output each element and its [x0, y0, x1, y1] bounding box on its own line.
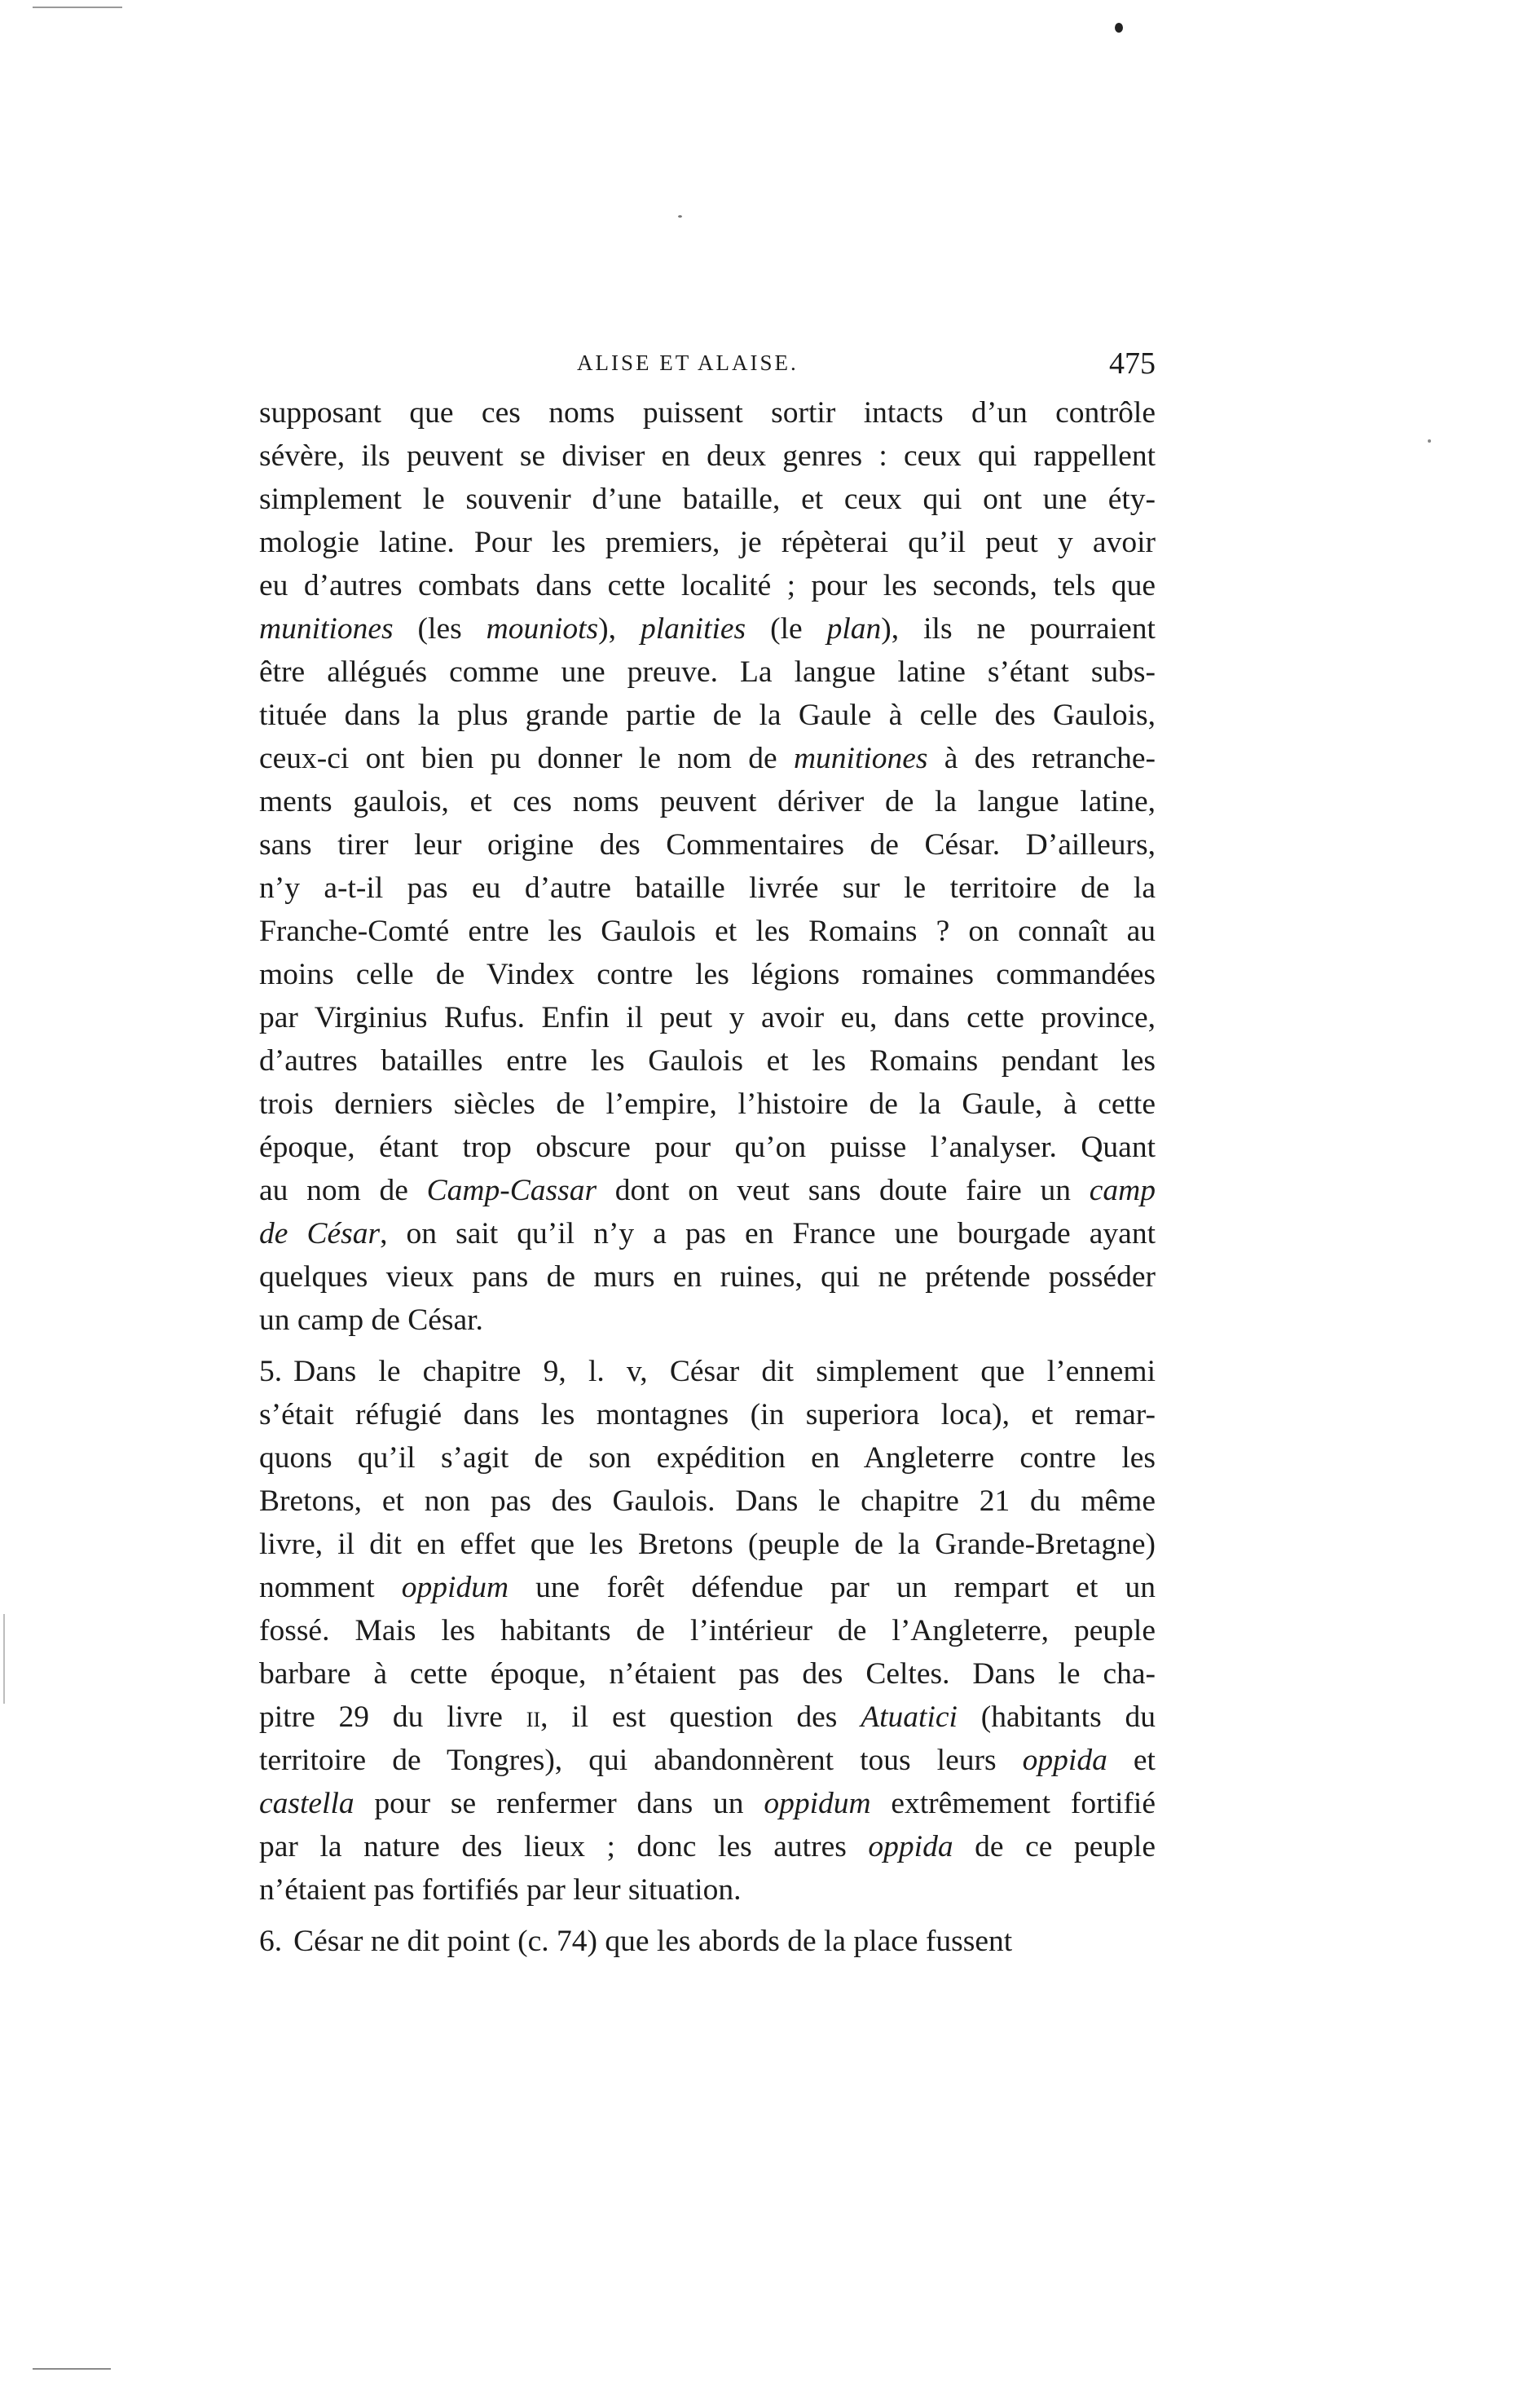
text-line	[259, 434, 1156, 478]
text-line	[259, 1039, 1156, 1083]
running-head	[259, 346, 1156, 395]
text-line	[259, 780, 1156, 823]
text-line	[259, 910, 1156, 953]
ink-speck	[678, 215, 682, 218]
text-run: trois derniers siècles de l’empire, l’histoire de la Gaule, à cette	[259, 1087, 1156, 1121]
italic-term: camp	[1089, 1174, 1156, 1207]
text-line	[259, 1523, 1156, 1566]
text-run: barbare à cette époque, n’étaient pas des Celtes. Dans le cha-	[259, 1657, 1156, 1691]
text-line	[259, 737, 1156, 780]
text-run: sans tirer leur origine des Commentaires de César. D’ailleurs,	[259, 828, 1156, 862]
text-run: époque, étant trop obscure pour qu’on puisse l’analyser. Quant	[259, 1131, 1156, 1164]
italic-term: Camp-Cassar	[426, 1174, 597, 1207]
text-line	[259, 1782, 1156, 1825]
text-run: eu d’autres combats dans cette localité ; pour les seconds, tels que	[259, 569, 1156, 602]
text-line	[259, 607, 1156, 651]
text-run: s’était réfugié dans les montagnes (in superiora loca), et remar-	[259, 1398, 1156, 1431]
text-run: pour se renfermer dans un	[354, 1787, 764, 1820]
italic-term: castella	[259, 1787, 354, 1820]
text-line	[259, 478, 1156, 521]
text-run: tituée dans la plus grande partie de la Gaule à celle des Gaulois,	[259, 699, 1156, 732]
text-run: territoire de Tongres), qui abandonnèrent tous leurs	[259, 1744, 1023, 1777]
italic-term: oppida	[868, 1830, 953, 1863]
text-line	[259, 1825, 1156, 1868]
scan-edge-rule-bottom	[33, 2368, 111, 2370]
text-run: (le	[746, 612, 827, 646]
page-number: 475	[1109, 346, 1156, 381]
text-run: (habitants du	[957, 1700, 1156, 1734]
text-run: dont on veut sans doute faire un	[597, 1174, 1090, 1207]
running-head-title: ALISE ET ALAISE.	[577, 351, 799, 375]
text-run: Dans le chapitre 9, l. v, César dit simplement que l’ennemi	[293, 1355, 1156, 1388]
text-line	[259, 1480, 1156, 1523]
text-run: livre, il dit en effet que les Bretons (peuple de la Grande-Bretagne)	[259, 1528, 1156, 1561]
text-line	[259, 1566, 1156, 1609]
text-line	[259, 1696, 1156, 1739]
italic-term: oppidum	[401, 1571, 509, 1604]
text-run: (les	[393, 612, 487, 646]
text-line	[259, 391, 1156, 434]
italic-term: Atuatici	[861, 1700, 958, 1734]
italic-term: munitiones	[793, 742, 928, 775]
italic-term: plan	[826, 612, 882, 646]
paragraph	[259, 1920, 1156, 1963]
text-run: de ce peuple	[953, 1830, 1156, 1863]
text-run: à des retranche-	[927, 742, 1156, 775]
italic-term: oppida	[1022, 1744, 1107, 1777]
paragraph	[259, 1350, 1156, 1912]
text-line	[259, 1739, 1156, 1782]
text-run: être allégués comme une preuve. La langue latine s’étant subs-	[259, 655, 1156, 689]
text-run: mologie latine. Pour les premiers, je répèterai qu’il peut y avoir	[259, 526, 1156, 559]
text-run: sévère, ils peuvent se diviser en deux genres : ceux qui rappellent	[259, 439, 1156, 473]
text-line	[259, 867, 1156, 910]
ink-speck	[1428, 439, 1431, 443]
text-line	[259, 1083, 1156, 1126]
text-line	[259, 1350, 1156, 1393]
text-run: d’autres batailles entre les Gaulois et les Romains pendant les	[259, 1044, 1156, 1078]
text-run: supposant que ces noms puissent sortir intacts d’un contrôle	[259, 396, 1156, 430]
text-run: Franche-Comté entre les Gaulois et les Romains ? on connaît au	[259, 915, 1156, 948]
text-line	[259, 953, 1156, 996]
text-line	[259, 521, 1156, 564]
text-line	[259, 1868, 1156, 1912]
italic-term: planities	[640, 612, 746, 646]
text-line	[259, 823, 1156, 867]
text-run: quelques vieux pans de murs en ruines, qui ne prétende posséder	[259, 1260, 1156, 1294]
text-line	[259, 1169, 1156, 1212]
text-line	[259, 1652, 1156, 1696]
text-line	[259, 1212, 1156, 1255]
text-line	[259, 1920, 1156, 1963]
text-run: ), ils ne pourraient	[881, 612, 1156, 646]
text-run: ceux-ci ont bien pu donner le nom de	[259, 742, 794, 775]
text-run: une forêt défendue par un rempart et un	[509, 1571, 1156, 1604]
text-run: César ne dit point (c. 74) que les abords de la place fussent	[293, 1925, 1013, 1958]
text-run: fossé. Mais les habitants de l’intérieur de l’Angleterre, peuple	[259, 1614, 1156, 1647]
text-run: un camp de César.	[259, 1303, 483, 1337]
text-line	[259, 1609, 1156, 1652]
italic-term: oppidum	[764, 1787, 871, 1820]
text-run: par la nature des lieux ; donc les autres	[259, 1830, 869, 1863]
text-run: moins celle de Vindex contre les légions romaines commandées	[259, 958, 1156, 991]
text-run: extrêmement fortifié	[870, 1787, 1156, 1820]
text-run: par Virginius Rufus. Enfin il peut y avoir eu, dans cette province,	[259, 1001, 1156, 1034]
italic-term: mouniots	[486, 612, 599, 646]
text-line	[259, 1393, 1156, 1436]
text-line	[259, 651, 1156, 694]
body-text	[259, 391, 1156, 1963]
paragraph-number: 6.	[259, 1925, 283, 1958]
text-run: n’étaient pas fortifiés par leur situation.	[259, 1873, 742, 1907]
roman-numeral: ii	[526, 1700, 541, 1734]
text-run: n’y a-t-il pas eu d’autre bataille livrée sur le territoire de la	[259, 871, 1156, 905]
text-run: au nom de	[259, 1174, 427, 1207]
text-run: et	[1107, 1744, 1156, 1777]
text-run: pitre 29 du livre	[259, 1700, 526, 1734]
text-line	[259, 1299, 1156, 1342]
scan-edge-rule-top	[33, 7, 122, 8]
text-run: , on sait qu’il n’y a pas en France une bourgade ayant	[380, 1217, 1156, 1250]
text-run: , il est question des	[540, 1700, 861, 1734]
ink-speck	[1115, 23, 1123, 33]
text-line	[259, 1126, 1156, 1169]
text-run: Bretons, et non pas des Gaulois. Dans le chapitre 21 du même	[259, 1484, 1156, 1518]
scan-edge-mark-left	[3, 1614, 5, 1704]
paragraph	[259, 391, 1156, 1342]
text-line	[259, 996, 1156, 1039]
italic-term: munitiones	[259, 612, 394, 646]
text-line	[259, 1436, 1156, 1480]
text-run: ),	[598, 612, 641, 646]
text-line	[259, 1255, 1156, 1299]
paragraph-number: 5.	[259, 1355, 283, 1388]
text-run: ments gaulois, et ces noms peuvent dériver de la langue latine,	[259, 785, 1156, 818]
text-run: simplement le souvenir d’une bataille, et ceux qui ont une éty-	[259, 483, 1156, 516]
text-run: nomment	[259, 1571, 402, 1604]
italic-term: de César	[259, 1217, 381, 1250]
text-line	[259, 694, 1156, 737]
text-line	[259, 564, 1156, 607]
text-run: quons qu’il s’agit de son expédition en Angleterre contre les	[259, 1441, 1156, 1475]
